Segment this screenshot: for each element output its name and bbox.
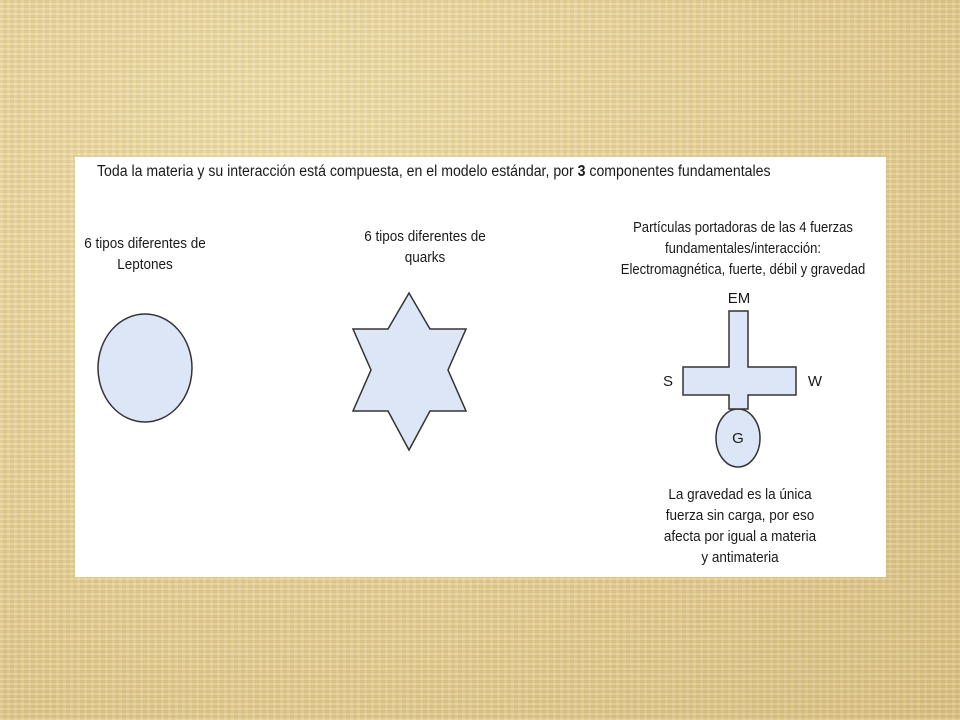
- gravity-note: [646, 484, 835, 568]
- w-label: W: [807, 373, 823, 390]
- gravity-note-line1: La gravedad es la única: [668, 486, 812, 503]
- leptons-label-line1: 6 tipos diferentes de: [84, 235, 206, 252]
- force-cross: [683, 311, 796, 409]
- title-after: componentes fundamentales: [585, 163, 771, 180]
- gravity-note-line4: y antimateria: [701, 549, 779, 566]
- carriers-label-line1: Partículas portadoras de las 4 fuerzas: [633, 220, 853, 236]
- title-number: 3: [577, 163, 586, 180]
- title-before: Toda la materia y su interacción está compuesta, en el modelo estándar, por: [97, 163, 578, 180]
- carriers-label-line2: fundamentales/interacción:: [665, 241, 821, 257]
- em-label: EM: [727, 290, 751, 307]
- s-label: S: [662, 373, 673, 390]
- leptons-label-line2: Leptones: [117, 256, 173, 273]
- carriers-label-line3: Electromagnética, fuerte, débil y gravedad: [620, 262, 866, 278]
- quarks-label-line2: quarks: [404, 249, 446, 266]
- quark-star: [353, 293, 466, 450]
- quarks-label-line1: 6 tipos diferentes de: [364, 228, 486, 245]
- g-label: G: [732, 430, 744, 447]
- diagram-panel: [75, 157, 886, 577]
- lepton-circle: [98, 314, 192, 422]
- gravity-note-line2: fuerza sin carga, por eso: [665, 507, 815, 524]
- gravity-note-line3: afecta por igual a materia: [663, 528, 817, 545]
